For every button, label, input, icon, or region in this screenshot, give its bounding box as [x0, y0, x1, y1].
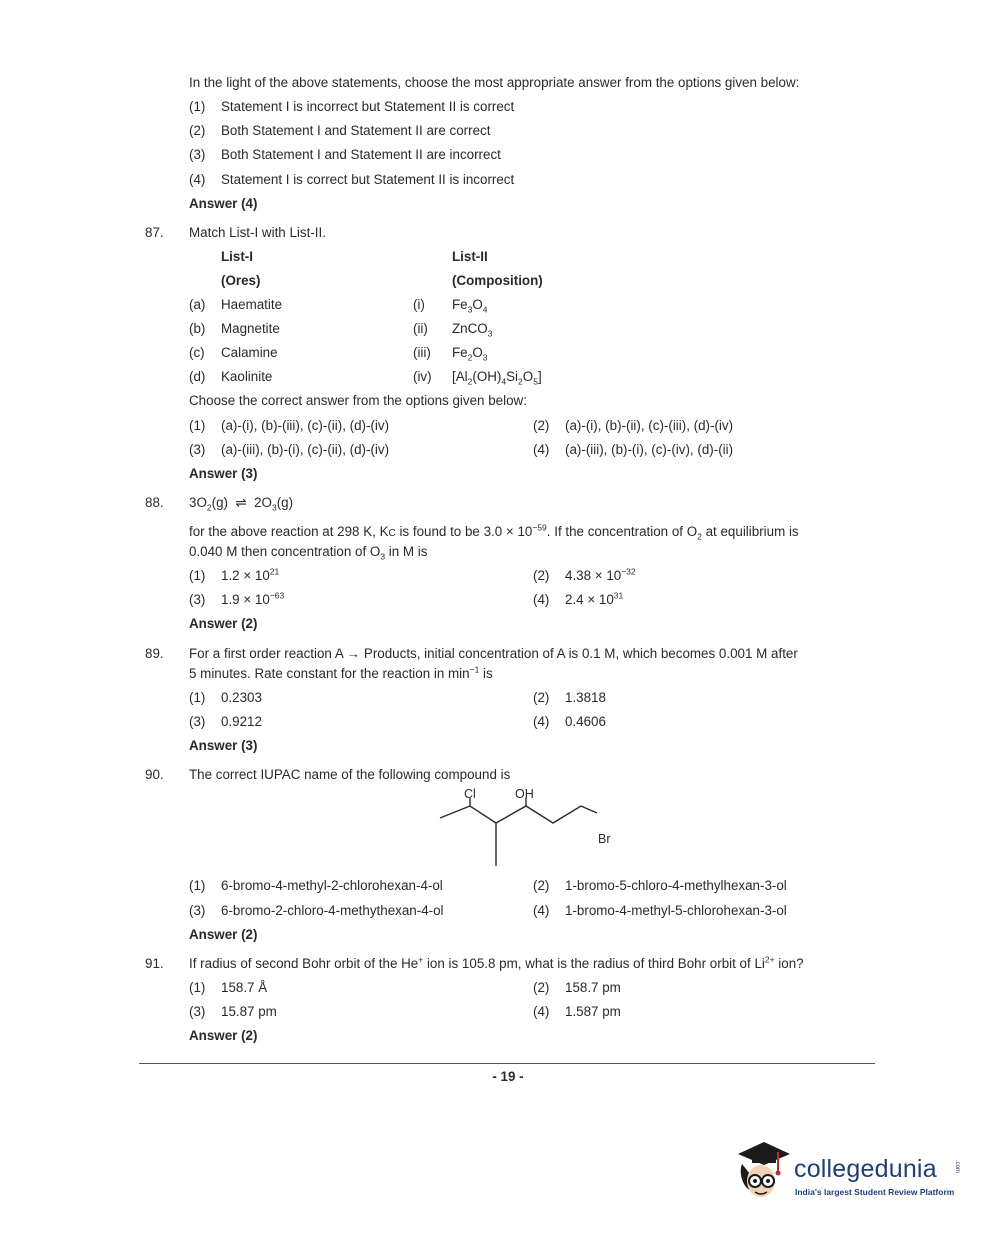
q88-answer: Answer (2)	[189, 616, 258, 631]
q88-option-3: $1.9 \times 10^{-63}$	[221, 590, 285, 607]
q89-option-2: 1.3818	[565, 690, 606, 705]
q87-option-3: (a)-(iii), (b)-(i), (c)-(ii), (d)-(iv)	[221, 442, 390, 457]
q88-option-4: $2.4 \times 10^{31}$	[565, 590, 624, 607]
q89-option-1: 0.2303	[221, 690, 262, 705]
q86-intro: In the light of the above statements, choose the most appropriate answer from the options given below:	[189, 75, 800, 90]
q90-option-1: 6-bromo-4-methyl-2-chlorohexan-4-ol	[221, 878, 443, 893]
q87-option-1: (a)-(i), (b)-(iii), (c)-(ii), (d)-(iv)	[221, 418, 390, 433]
ore-calamine: Calamine	[221, 345, 278, 360]
q90-answer: Answer (2)	[189, 927, 258, 942]
q89-text-line1: For a first order reaction A → Products, initial concentration of A is 0.1 M, which becomes 0.001 M after	[189, 646, 798, 661]
q91-number: 91.	[145, 956, 164, 971]
structure-diagram	[430, 784, 630, 874]
q89-answer: Answer (3)	[189, 738, 258, 753]
q90-option-4: 1-bromo-4-methyl-5-chlorohexan-3-ol	[565, 903, 787, 918]
q91-option-1: 158.7 Å	[221, 980, 268, 995]
chloro-label: Cl	[464, 787, 476, 801]
q87-choose: Choose the correct answer from the options given below:	[189, 393, 527, 408]
q88-text-line1: for the above reaction at 298 K, KC is found to be $3.0 \times 10^{-59}$. If the concentration of $O_2$ at equilibrium is	[189, 522, 799, 542]
q89-text-line2: 5 minutes. Rate constant for the reaction in $\min^{-1}$ is	[189, 664, 493, 681]
q86-option-3: Both Statement I and Statement II are incorrect	[221, 147, 501, 162]
q89-number: 89.	[145, 646, 164, 661]
q91-option-2: 158.7 pm	[565, 980, 621, 995]
q86-option-2: Both Statement I and Statement II are correct	[221, 123, 491, 138]
q90-option-2: 1-bromo-5-chloro-4-methylhexan-3-ol	[565, 878, 787, 893]
formula-znco3: ZnCO$_3$	[452, 321, 493, 339]
list1-header: List-I	[221, 249, 253, 264]
q88-option-2: $4.38 \times 10^{-32}$	[565, 566, 636, 583]
q87-option-4: (a)-(iii), (b)-(i), (c)-(iv), (d)-(ii)	[565, 442, 734, 457]
q86-answer: Answer (4)	[189, 196, 258, 211]
formula-kaolinite: $[Al_2(OH)_4Si_2O_5]$	[452, 369, 542, 387]
q89-option-4: 0.4606	[565, 714, 606, 729]
footer-divider	[139, 1063, 875, 1064]
bromo-label: Br	[598, 832, 611, 846]
q91-question: If radius of second Bohr orbit of the He+ ion is 105.8 pm, what is the radius of third Bohr orbit of $Li^{2+}$ ion?	[189, 954, 804, 971]
ore-magnetite: Magnetite	[221, 321, 280, 336]
q90-option-3: 6-bromo-2-chloro-4-methythexan-4-ol	[221, 903, 444, 918]
q88-text-line2: 0.040 M then concentration of $O_3$ in M is	[189, 544, 428, 562]
ore-kaolinite: Kaolinite	[221, 369, 273, 384]
logo-suffix: .com	[954, 1160, 960, 1174]
q87-answer: Answer (3)	[189, 466, 258, 481]
ore-haematite: Haematite	[221, 297, 283, 312]
q88-number: 88.	[145, 495, 164, 510]
q88-reaction: $3O_2(g)$ ⇌ $2O_3(g)$	[189, 495, 294, 513]
q87-number: 87.	[145, 225, 164, 240]
mascot-icon	[734, 1138, 792, 1208]
q90-number: 90.	[145, 767, 164, 782]
q90-question: The correct IUPAC name of the following compound is	[189, 767, 511, 782]
page-number: - 19 -	[492, 1069, 524, 1084]
list2-header: List-II	[452, 249, 488, 264]
q91-option-4: 1.587 pm	[565, 1004, 621, 1019]
q86-option-4: Statement I is correct but Statement II is incorrect	[221, 172, 515, 187]
q91-option-3: 15.87 pm	[221, 1004, 277, 1019]
q89-option-3: 0.9212	[221, 714, 262, 729]
hydroxyl-label: OH	[515, 787, 534, 801]
formula-fe2o3: $Fe_2O_3$	[452, 345, 488, 363]
list2-subheader: (Composition)	[452, 273, 543, 288]
logo-tagline: India's largest Student Review Platform	[795, 1187, 955, 1197]
q87-option-2: (a)-(i), (b)-(ii), (c)-(iii), (d)-(iv)	[565, 418, 734, 433]
formula-fe3o4: $Fe_3O_4$	[452, 297, 488, 315]
q87-question: Match List-I with List-II.	[189, 225, 326, 240]
list1-subheader: (Ores)	[221, 273, 261, 288]
logo-wordmark: collegedunia	[794, 1155, 937, 1183]
carbon-skeleton	[440, 798, 597, 866]
q91-answer: Answer (2)	[189, 1028, 258, 1043]
q86-option-1: Statement I is incorrect but Statement II is correct	[221, 99, 515, 114]
q88-option-1: $1.2 \times 10^{21}$	[221, 566, 280, 583]
